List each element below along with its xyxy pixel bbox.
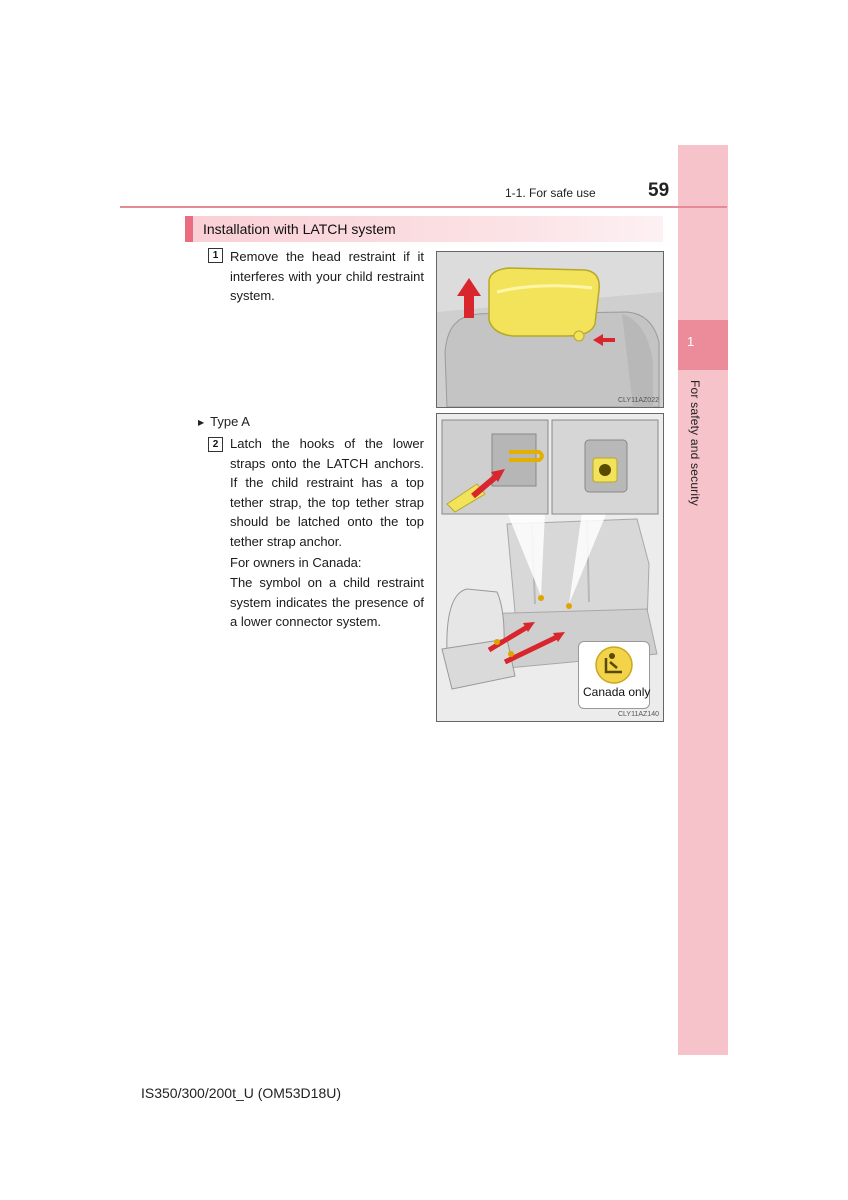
canada-only-callout xyxy=(578,641,650,709)
figure-1-code: CLY11AZ022 xyxy=(618,397,659,404)
header-divider xyxy=(120,206,727,208)
type-a-marker xyxy=(198,414,250,429)
triangle-bullet-icon: ▶ xyxy=(198,418,205,427)
section-label: 1-1. For safe use xyxy=(505,186,596,200)
canada-note-heading: For owners in Canada: xyxy=(230,555,362,570)
head-restraint-figure xyxy=(436,251,664,408)
canada-note-text: The symbol on a child restraint system indicates the presence of a lower connector system. xyxy=(230,575,424,629)
step-1-text: Remove the head restraint if it interferes with your child restraint system. xyxy=(230,249,424,303)
lower-connector-symbol-icon xyxy=(579,642,649,686)
chapter-number-tab[interactable] xyxy=(678,320,728,370)
chapter-number: 1 xyxy=(687,334,695,349)
step-1-number: 1 xyxy=(208,248,223,263)
head-restraint-illustration xyxy=(437,252,663,407)
step-2-text: Latch the hooks of the lower straps onto the LATCH anchors. If the child restraint has a top tether strap, the top tether strap should be latched onto the top tether strap anchor. xyxy=(230,436,424,549)
type-label: Type A xyxy=(210,414,250,429)
step-2-number: 2 xyxy=(208,437,223,452)
section-title: Installation with LATCH system xyxy=(203,221,396,237)
figure-2-code: CLY11AZ140 xyxy=(618,711,659,718)
canada-only-label: Canada only xyxy=(583,685,651,699)
model-footer: IS350/300/200t_U (OM53D18U) xyxy=(141,1085,341,1101)
section-heading-box xyxy=(185,216,663,242)
page-number: 59 xyxy=(648,180,670,201)
chapter-label: For safety and security xyxy=(688,380,702,506)
chapter-side-tab xyxy=(678,145,728,1055)
